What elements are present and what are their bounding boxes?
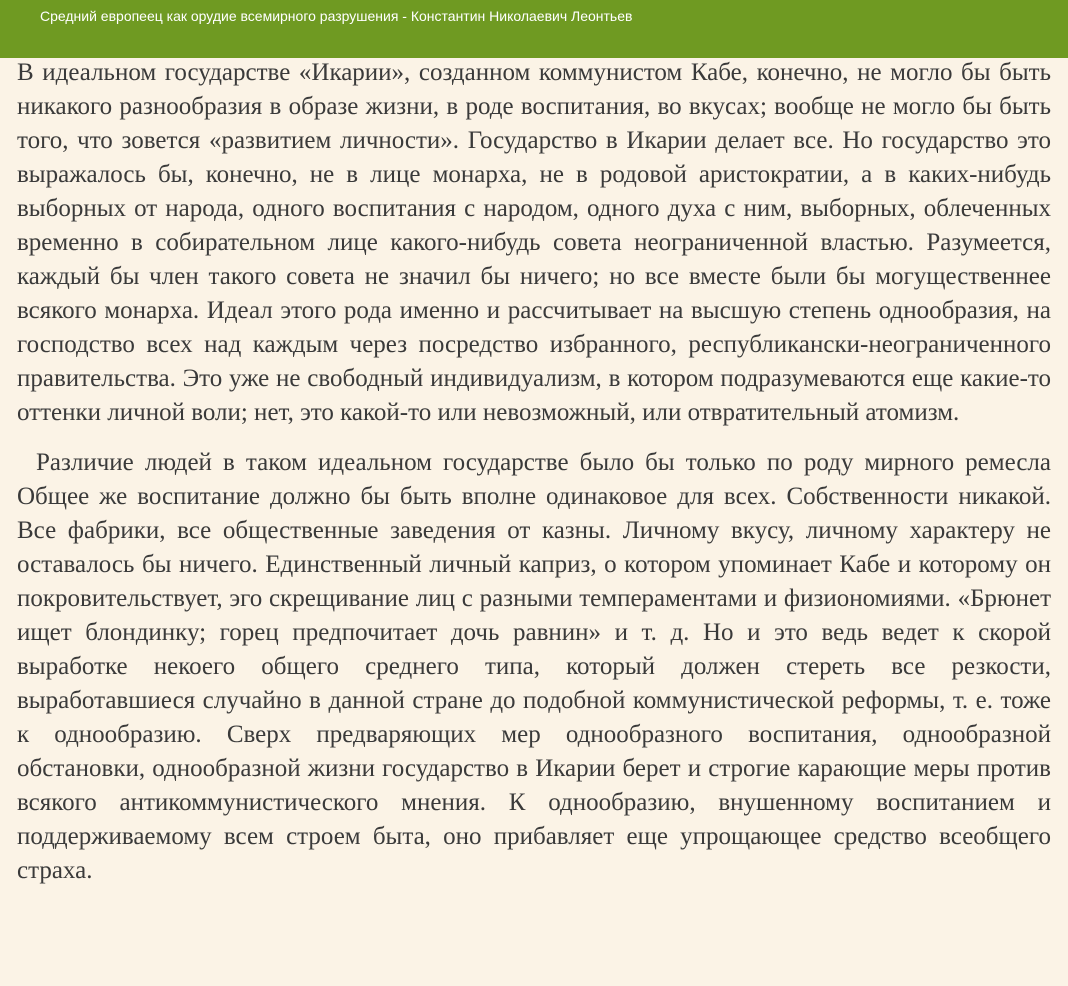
book-title: Средний европеец как орудие всемирного разрушения - Константин Николаевич Леонтьев bbox=[40, 8, 633, 24]
paragraph-2: Различие людей в таком идеальном государстве было бы только по роду мирного ремесла Общее же воспитание должно бы быть вполне одинаковое для всех. Собственности никакой. Все фабрики, все общественные заведения от казны. Личному вкусу, личному характеру не оставалось бы ничего. Единственный личный каприз, о котором упоминает Кабе и которому он покровительствует, эго скрещивание лиц с разными темпераментами и физиономиями. «Брюнет ищет блондинку; горец предпочитает дочь равнин» и т. д. Но и это ведь ведет к скорой выработке некоего общего среднего типа, который должен стереть все резкости, выработавшиеся случайно в данной стране до подобной коммунистической реформы, т. е. тоже к однообразию. Сверх предваряющих мер однообразного воспитания, однообразной обстановки, однообразной жизни государство в Икарии берет и строгие карающие меры против всякого антикоммунистического мнения. К однообразию, внушенному воспитанием и поддерживаемому всем строем быта, оно прибавляет еще упрощающее средство всеобщего страха. bbox=[17, 449, 1051, 884]
reader-content[interactable] bbox=[0, 56, 1068, 888]
reader-header bbox=[0, 0, 1068, 58]
paragraph-1: В идеальном государстве «Икарии», созданном коммунистом Кабе, конечно, не могло бы быть никакого разнообразия в образе жизни, в роде воспитания, во вкусах; вообще не могло бы быть того, что зовется «развитием личности». Государство в Икарии делает все. Но государство это выражалось бы, конечно, не в лице монарха, не в родовой аристократии, а в каких-нибудь выборных от народа, одного воспитания с народом, одного духа с ним, выборных, облеченных временно в собирательном лице какого-нибудь совета неограниченной властью. Разумеется, каждый бы член такого совета не значил бы ничего; но все вместе были бы могущественнее всякого монарха. Идеал этого рода именно и рассчитывает на высшую степень однообразия, на господство всех над каждым через посредство избранного, республикански-неограниченного правительства. Это уже не свободный индивидуализм, в котором подразумеваются еще какие-то оттенки личной воли; нет, это какой-то или невозможный, или отвратительный атомизм. bbox=[17, 59, 1051, 426]
